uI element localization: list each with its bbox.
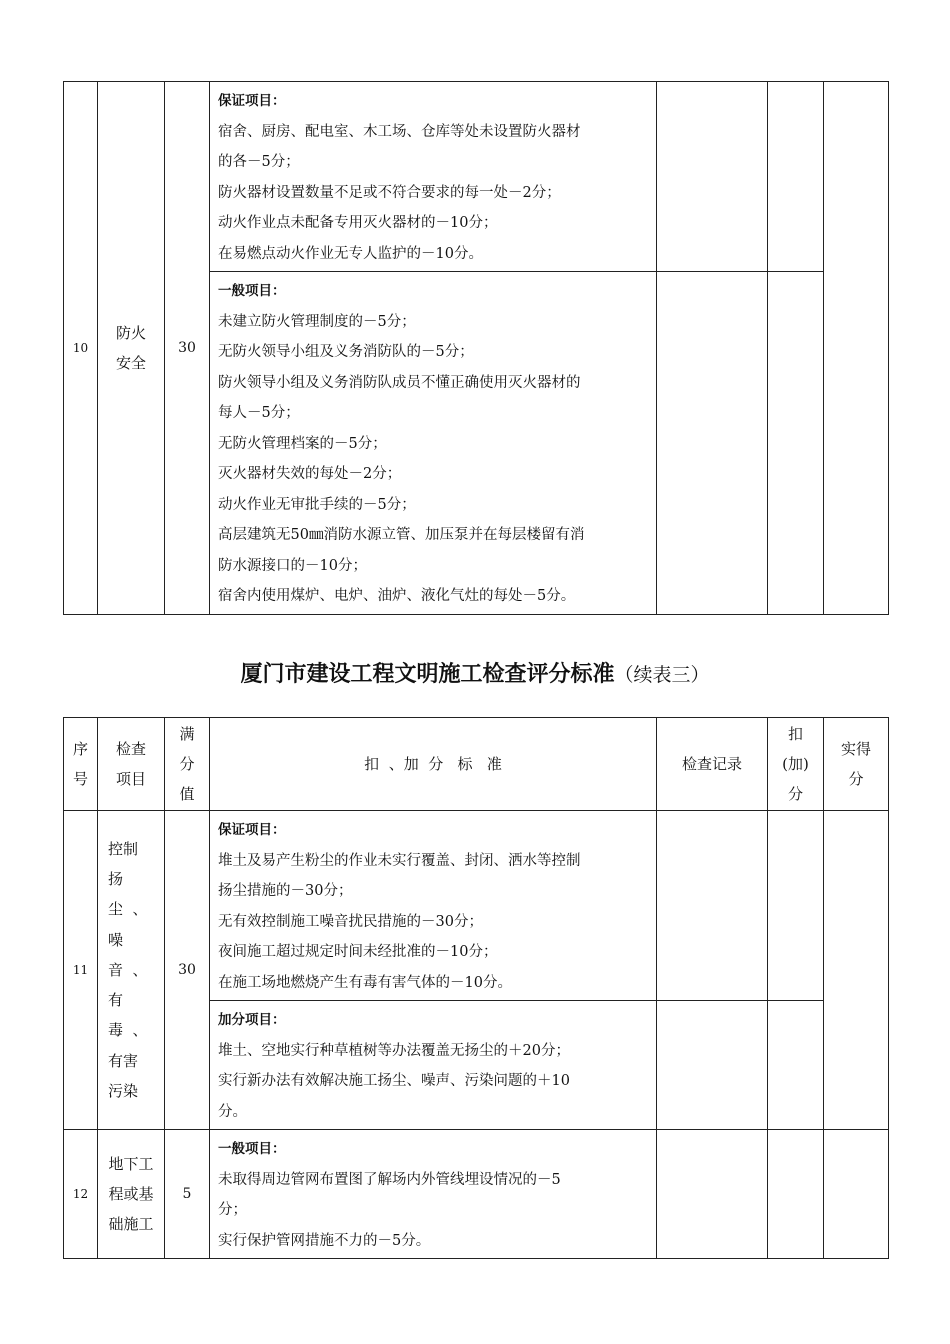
full-score: 5 <box>165 1130 210 1259</box>
header-text: 分 <box>179 755 195 773</box>
header-text: 分 <box>787 785 803 803</box>
header-deduct <box>768 718 824 811</box>
check-item-line: 尘 、 <box>108 900 148 919</box>
standard-line: 每人－5分； <box>218 405 300 421</box>
check-item-line: 扬 <box>108 869 124 888</box>
header-standard <box>210 718 657 811</box>
guarantee-heading: 保证项目： <box>218 93 286 109</box>
check-item <box>98 1130 165 1259</box>
header-text: 值 <box>179 785 195 803</box>
standard-line: 防火器材设置数量不足或不符合要求的每一处－2分； <box>218 184 561 201</box>
standard-line: 扬尘措施的－30分； <box>218 883 353 899</box>
header-text: 序 <box>72 740 88 758</box>
standard-line: 动火作业点未配备专用灭火器材的－10分； <box>218 215 498 231</box>
check-item <box>98 811 165 1130</box>
check-item-line: 噪 <box>108 930 124 949</box>
standard-line: 实行新办法有效解决施工扬尘、噪声、污染问题的＋10 <box>218 1073 570 1089</box>
actual-score-cell <box>824 82 889 615</box>
row-no: 12 <box>64 1130 98 1259</box>
deduct-cell <box>768 1001 824 1130</box>
general-items <box>210 1130 657 1259</box>
standard-line: 在施工场地燃烧产生有毒有害气体的－10分。 <box>218 974 512 991</box>
check-item-line: 音 、 <box>108 960 148 979</box>
check-item-line: 有 <box>108 991 124 1010</box>
header-text: 实得 <box>840 740 871 758</box>
check-record-cell <box>657 272 768 615</box>
general-heading: 一般项目： <box>218 283 286 299</box>
standard-line: 未建立防火管理制度的－5分； <box>218 313 416 330</box>
standard-line: 无防火管理档案的－5分； <box>218 435 387 452</box>
standard-line: 灭火器材失效的每处－2分； <box>218 466 402 482</box>
header-item <box>98 718 165 811</box>
standard-line: 堆土及易产生粉尘的作业未实行覆盖、封闭、洒水等控制 <box>218 852 581 869</box>
header-text: 号 <box>72 770 88 788</box>
standard-line: 堆土、空地实行种草植树等办法覆盖无扬尘的＋20分； <box>218 1042 570 1059</box>
standard-line: 在易燃点动火作业无专人监护的－10分。 <box>218 245 483 262</box>
table-header-row <box>64 718 889 811</box>
deduct-cell <box>768 272 824 615</box>
header-actual <box>824 718 889 811</box>
deduct-cell <box>768 82 824 272</box>
standard-line: 无防火领导小组及义务消防队的－5分； <box>218 344 474 360</box>
title-sub: （续表三） <box>614 664 710 686</box>
check-item-line: 程或基 <box>108 1185 154 1203</box>
guarantee-items <box>210 82 657 272</box>
check-record-cell <box>657 811 768 1001</box>
scoring-table-top <box>63 81 889 615</box>
check-item-line: 控制 <box>108 839 139 858</box>
bonus-heading: 加分项目： <box>218 1012 286 1028</box>
bonus-items <box>210 1001 657 1130</box>
standard-line: 实行保护管网措施不力的－5分。 <box>218 1232 431 1249</box>
page-title <box>0 657 950 688</box>
guarantee-items <box>210 811 657 1001</box>
standard-line: 分。 <box>218 1103 247 1120</box>
standard-line: 高层建筑无50㎜消防水源立管、加压泵并在每层楼留有消 <box>218 527 585 543</box>
header-text: 分 <box>848 770 864 788</box>
standard-line: 的各－5分； <box>218 154 300 170</box>
full-score: 30 <box>165 82 210 615</box>
general-heading: 一般项目： <box>218 1141 286 1157</box>
check-item-line: 有害 <box>108 1051 139 1070</box>
row-no: 10 <box>64 82 98 615</box>
standard-line: 未取得周边管网布置图了解场内外管线埋设情况的－5 <box>218 1171 561 1188</box>
row-no: 11 <box>64 811 98 1130</box>
standard-line: 宿舍内使用煤炉、电炉、油炉、液化气灶的每处－5分。 <box>218 588 576 604</box>
header-text: 检查 <box>115 740 146 758</box>
check-record-cell <box>657 82 768 272</box>
check-item-line: 地下工 <box>108 1155 154 1173</box>
standard-line: 分； <box>218 1202 247 1218</box>
header-text: 扣 <box>787 725 803 743</box>
general-items <box>210 272 657 615</box>
check-record-cell <box>657 1001 768 1130</box>
standard-line: 动火作业无审批手续的－5分； <box>218 496 416 513</box>
check-item-line: 础施工 <box>108 1215 154 1233</box>
standard-line: 无有效控制施工噪音扰民措施的－30分； <box>218 913 483 930</box>
title-main: 厦门市建设工程文明施工检查评分标准 <box>240 662 615 687</box>
header-text: 扣 、加 分 标 准 <box>364 755 502 773</box>
header-text: 满 <box>179 725 195 743</box>
scoring-table-continued <box>63 717 889 1259</box>
check-item-line: 防火 <box>115 323 146 342</box>
header-full-score <box>165 718 210 811</box>
check-item-line: 污染 <box>108 1082 139 1101</box>
deduct-cell <box>768 1130 824 1259</box>
standard-line: 防火领导小组及义务消防队成员不懂正确使用灭火器材的 <box>218 374 581 391</box>
deduct-cell <box>768 811 824 1001</box>
header-no <box>64 718 98 811</box>
header-text: (加) <box>782 755 809 773</box>
full-score: 30 <box>165 811 210 1130</box>
standard-line: 防水源接口的－10分； <box>218 557 367 574</box>
actual-score-cell <box>824 811 889 1130</box>
guarantee-heading: 保证项目： <box>218 822 286 838</box>
standard-line: 夜间施工超过规定时间未经批准的－10分； <box>218 944 498 960</box>
standard-line: 宿舍、厨房、配电室、木工场、仓库等处未设置防火器材 <box>218 123 581 140</box>
check-item-line: 安全 <box>115 353 146 372</box>
check-item-line: 毒 、 <box>108 1021 148 1040</box>
header-record: 检查记录 <box>657 718 768 811</box>
check-item <box>98 82 165 615</box>
actual-score-cell <box>824 1130 889 1259</box>
check-record-cell <box>657 1130 768 1259</box>
header-text: 项目 <box>115 770 146 788</box>
